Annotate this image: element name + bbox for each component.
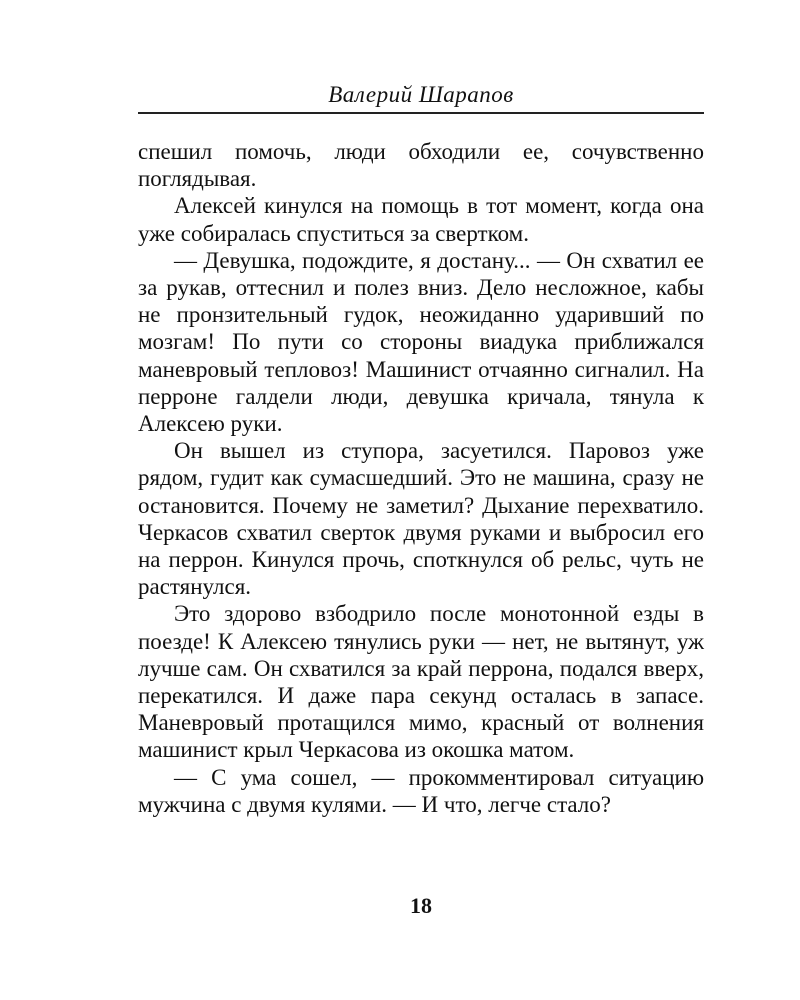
- paragraph-1: спешил помочь, люди обходили ее, сочувственно поглядывая.: [138, 139, 704, 192]
- paragraph-4: Он вышел из ступора, засуетился. Паровоз уже рядом, гудит как сумасшедший. Это не машина, сразу не остановится. Почему не заметил? Дыхание перехватило. Черкасов схватил сверток двумя руками и выбросил его на перрон. Кинулся прочь, споткнулся об рельс, чуть не растянулся.: [138, 438, 704, 600]
- header-rule: [138, 112, 704, 114]
- paragraph-5: Это здорово взбодрило после монотонной езды в поезде! К Алексею тянулись руки — нет, не вытянут, уж лучше сам. Он схватился за край перрона, подался вверх, перекатился. И даже пара секунд осталась в запасе. Маневровый протащился мимо, красный от волнения машинист крыл Черкасова из окошка матом.: [138, 601, 704, 763]
- paragraph-3: — Девушка, подождите, я достану... — Он схватил ее за рукав, оттеснил и полез вниз. Дело несложное, кабы не пронзительный гудок, неожиданно ударивший по мозгам! По пути со стороны виадука приближался маневровый тепловоз! Машинист отчаянно сигналил. На перроне галдели люди, девушка кричала, тянула к Алексею руки.: [138, 247, 704, 437]
- paragraph-6: — С ума сошел, — прокомментировал ситуацию мужчина с двумя кулями. — И что, легче стало?: [138, 764, 704, 817]
- page-number: 18: [410, 893, 432, 918]
- running-head-author: Валерий Шарапов: [328, 82, 514, 107]
- body-text: [138, 138, 704, 818]
- paragraph-2: Алексей кинулся на помощь в тот момент, когда она уже собиралась спуститься за свертком.: [138, 193, 704, 246]
